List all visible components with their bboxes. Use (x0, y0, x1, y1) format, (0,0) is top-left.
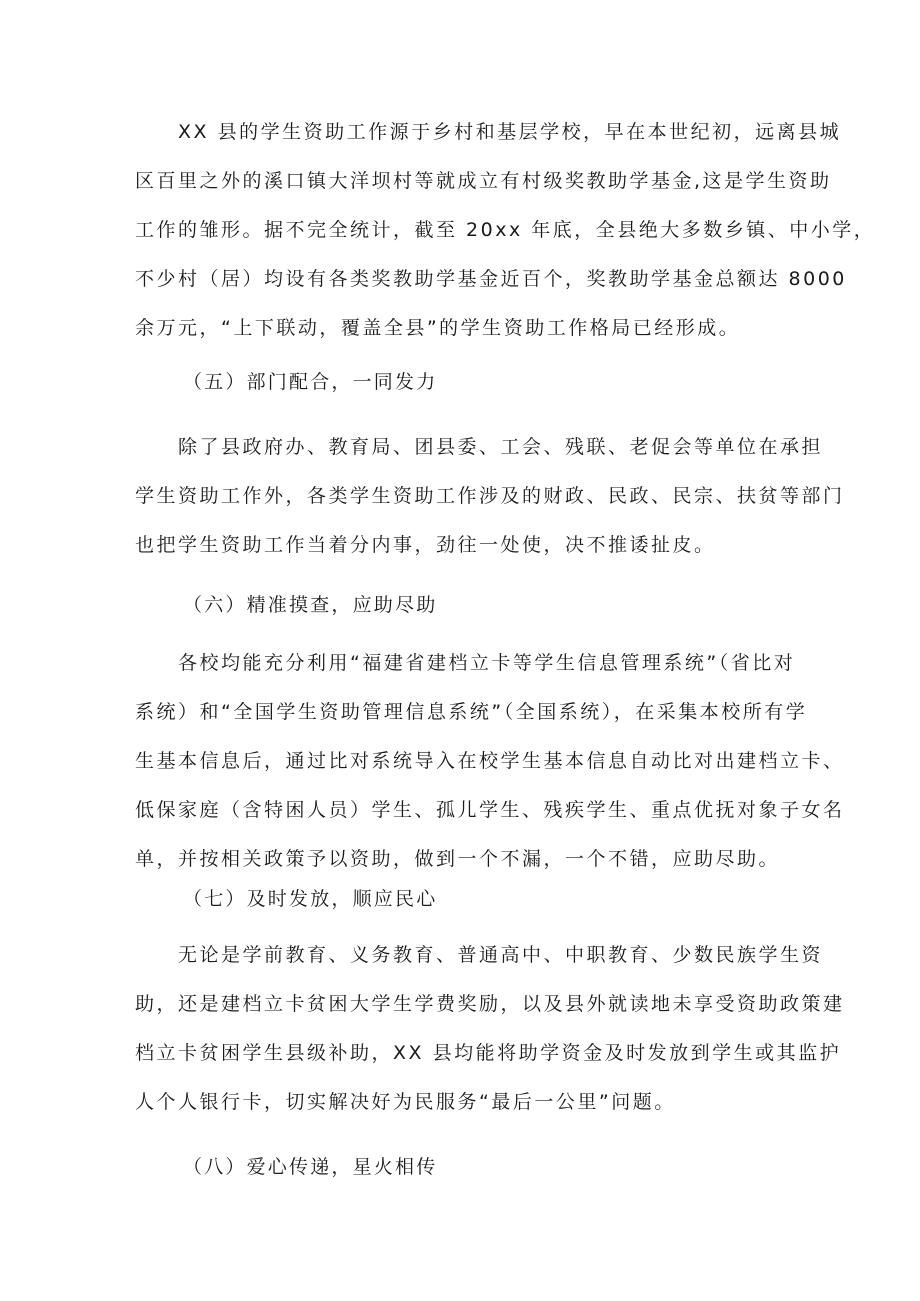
paragraph-3-line-4: 低保家庭（含特困人员）学生、孤儿学生、残疾学生、重点优抚对象子女名 (135, 799, 845, 821)
paragraph-1-line-1: XX 县的学生资助工作源于乡村和基层学校，早在本世纪初，远离县城 (178, 121, 842, 143)
paragraph-3-line-2: 系统）和“全国学生资助管理信息系统”（全国系统），在采集本校所有学 (135, 701, 808, 723)
paragraph-2-line-2: 学生资助工作外，各类学生资助工作涉及的财政、民政、民宗、扶贫等部门 (135, 485, 845, 507)
paragraph-3-line-3: 生基本信息后，通过比对系统导入在校学生基本信息自动比对出建档立卡、 (135, 750, 845, 772)
paragraph-4-line-4: 人个人银行卡，切实解决好为民服务“最后一公里”问题。 (135, 1091, 676, 1113)
section-heading-8: （八）爱心传递，星火相传 (183, 1156, 438, 1178)
paragraph-1-line-4: 不少村（居）均设有各类奖教助学基金近百个，奖教助学基金总额达 8000 (135, 268, 847, 290)
section-heading-5: （五）部门配合，一同发力 (183, 371, 438, 393)
paragraph-1-line-5: 余万元，“上下联动，覆盖全县”的学生资助工作格局已经形成。 (135, 317, 741, 339)
paragraph-3-line-1: 各校均能充分利用“福建省建档立卡等学生信息管理系统”（省比对 (178, 652, 796, 674)
paragraph-1-line-3: 工作的雏形。据不完全统计，截至 20xx 年底，全县绝大多数乡镇、中小学， (135, 219, 876, 241)
paragraph-4-line-1: 无论是学前教育、义务教育、普通高中、中职教育、少数民族学生资 (178, 944, 824, 966)
paragraph-2-line-3: 也把学生资助工作当着分内事，劲往一处使，决不推诿扯皮。 (135, 534, 716, 556)
paragraph-2-line-1: 除了县政府办、教育局、团县委、工会、残联、老促会等单位在承担 (178, 436, 824, 458)
paragraph-3-line-5: 单，并按相关政策予以资助，做到一个不漏，一个不错，应助尽助。 (135, 848, 781, 870)
paragraph-4-line-2: 助，还是建档立卡贫困大学生学费奖励，以及县外就读地未享受资助政策建 (135, 993, 845, 1015)
paragraph-4-line-3: 档立卡贫困学生县级补助，XX 县均能将助学资金及时发放到学生或其监护 (135, 1042, 842, 1064)
paragraph-1-line-2: 区百里之外的溪口镇大洋坝村等就成立有村级奖教助学基金,这是学生资助 (135, 170, 832, 192)
section-heading-7: （七）及时发放，顺应民心 (183, 888, 438, 910)
section-heading-6: （六）精准摸查，应助尽助 (183, 594, 438, 616)
